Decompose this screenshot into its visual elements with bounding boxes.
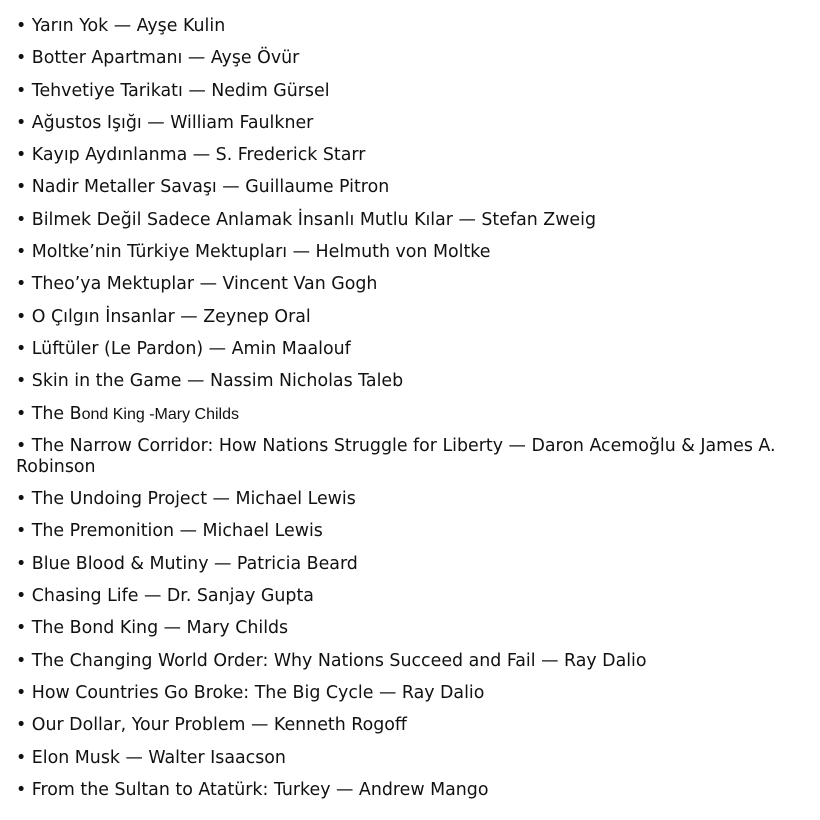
list-item: • From the Sultan to Atatürk: Turkey — Andrew Mango [16, 779, 489, 800]
list-item-text-part: • The B [16, 403, 82, 424]
list-item: • Nadir Metaller Savaşı — Guillaume Pitron [16, 177, 390, 198]
list-item: • Our Dollar, Your Problem — Kenneth Rogoff [16, 715, 407, 736]
list-item: • Botter Apartmanı — Ayşe Övür [16, 48, 300, 69]
list-item: • Theo’ya Mektuplar — Vincent Van Gogh [16, 274, 378, 295]
list-item: • O Çılgın İnsanlar — Zeynep Oral [16, 306, 311, 327]
list-item: • Kayıp Aydınlanma — S. Frederick Starr [16, 145, 366, 166]
list-item: • The Bond King — Mary Childs [16, 618, 289, 639]
list-item: • Lüftüler (Le Pardon) — Amin Maalouf [16, 338, 351, 359]
list-item: • Ağustos Işığı — William Faulkner [16, 112, 314, 133]
list-item: • How Countries Go Broke: The Big Cycle — Ray Dalio [16, 682, 485, 703]
list-item: • Blue Blood & Mutiny — Patricia Beard [16, 553, 358, 574]
list-item: • The Undoing Project — Michael Lewis [16, 489, 356, 510]
list-item: • Yarın Yok — Ayşe Kulin [16, 16, 226, 36]
list-item: • Moltke’nin Türkiye Mektupları — Helmuth von Moltke [16, 242, 491, 263]
list-item: • The Narrow Corridor: How Nations Struggle for Liberty — Daron Acemoğlu & James A. Robinson [16, 435, 776, 477]
list-item: • Bilmek Değil Sadece Anlamak İnsanlı Mutlu Kılar — Stefan Zweig [16, 209, 596, 230]
list-item: • Tehvetiye Tarikatı — Nedim Gürsel [16, 80, 330, 101]
list-item: • The Premonition — Michael Lewis [16, 521, 323, 542]
book-list [16, 16, 806, 812]
list-item: • Skin in the Game — Nassim Nicholas Taleb [16, 371, 404, 392]
list-item: • Elon Musk — Walter Isaacson [16, 747, 286, 768]
list-item [16, 404, 806, 425]
list-item: • Chasing Life — Dr. Sanjay Gupta [16, 586, 314, 607]
list-item: • The Changing World Order: Why Nations Succeed and Fail — Ray Dalio [16, 650, 647, 671]
list-item-text-part: ond King -Mary Childs [81, 405, 239, 423]
